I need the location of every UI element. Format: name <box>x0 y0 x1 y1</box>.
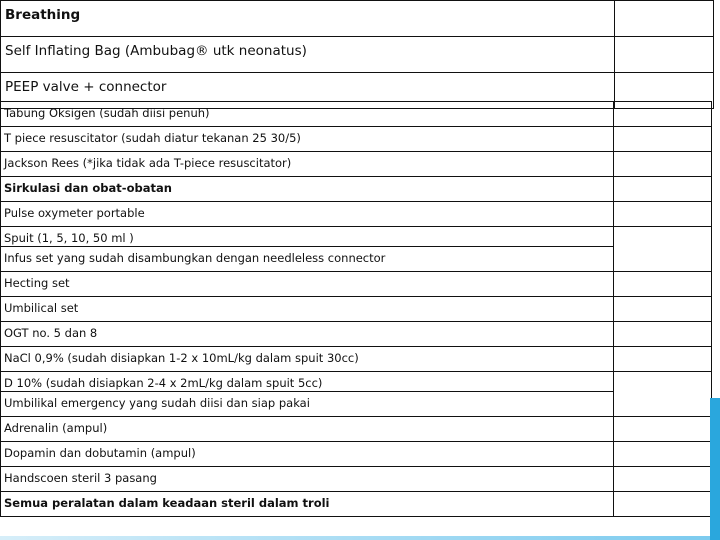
check-cell <box>614 227 712 272</box>
table-row <box>1 177 712 202</box>
check-cell <box>614 202 712 227</box>
table-row <box>1 392 712 417</box>
row-label: PEEP valve + connector <box>1 73 615 109</box>
row-label: Breathing <box>1 1 615 37</box>
row-label: Dopamin dan dobutamin (ampul) <box>1 442 614 467</box>
section-heading: Sirkulasi dan obat-obatan <box>1 177 614 202</box>
table-row <box>1 297 712 322</box>
check-cell <box>615 1 714 37</box>
row-label: Self Inflating Bag (Ambubag® utk neonatus) <box>1 37 615 73</box>
check-cell <box>615 37 714 73</box>
check-cell <box>614 492 712 517</box>
table-row <box>1 347 712 372</box>
row-label: OGT no. 5 dan 8 <box>1 322 614 347</box>
table-row <box>1 227 712 247</box>
row-label: NaCl 0,9% (sudah disiapkan 1-2 x 10mL/kg dalam spuit 30cc) <box>1 347 614 372</box>
row-label: Infus set yang sudah disambungkan dengan needleless connector <box>1 247 614 272</box>
row-label: T piece resuscitator (sudah diatur tekanan 25 30/5) <box>1 127 614 152</box>
check-cell <box>614 127 712 152</box>
table-row <box>1 417 712 442</box>
check-cell <box>614 322 712 347</box>
row-label: Umbilikal emergency yang sudah diisi dan siap pakai <box>1 392 614 417</box>
check-cell <box>614 467 712 492</box>
check-cell <box>614 372 712 417</box>
table-row <box>1 467 712 492</box>
table-row <box>1 102 712 127</box>
row-label: Tabung Oksigen (sudah diisi penuh) <box>1 102 614 127</box>
check-cell <box>614 152 712 177</box>
row-label: Adrenalin (ampul) <box>1 417 614 442</box>
row-label: Pulse oxymeter portable <box>1 202 614 227</box>
checklist-table-circulation <box>0 101 712 517</box>
table-row <box>1 202 712 227</box>
table-row <box>1 1 714 37</box>
check-cell <box>614 177 712 202</box>
table-row <box>1 372 712 392</box>
check-cell <box>614 272 712 297</box>
row-label: Umbilical set <box>1 297 614 322</box>
table-row <box>1 127 712 152</box>
check-cell <box>614 297 712 322</box>
row-label: Jackson Rees (*jika tidak ada T-piece resuscitator) <box>1 152 614 177</box>
row-label: Handscoen steril 3 pasang <box>1 467 614 492</box>
row-label: Semua peralatan dalam keadaan steril dalam troli <box>1 492 614 517</box>
row-label: Hecting set <box>1 272 614 297</box>
check-cell <box>614 102 712 127</box>
table-row <box>1 492 712 517</box>
slide-bottom-line <box>0 536 710 540</box>
table-row <box>1 272 712 297</box>
row-label: D 10% (sudah disiapkan 2-4 x 2mL/kg dalam spuit 5cc) <box>1 372 614 392</box>
table-row <box>1 247 712 272</box>
check-cell <box>614 417 712 442</box>
row-label: Spuit (1, 5, 10, 50 ml ) <box>1 227 614 247</box>
checklist-table-breathing <box>0 0 714 109</box>
check-cell <box>614 347 712 372</box>
table-row <box>1 442 712 467</box>
table-row <box>1 322 712 347</box>
table-row <box>1 152 712 177</box>
slide-accent-bar <box>710 398 720 540</box>
check-cell <box>614 442 712 467</box>
table-row <box>1 37 714 73</box>
